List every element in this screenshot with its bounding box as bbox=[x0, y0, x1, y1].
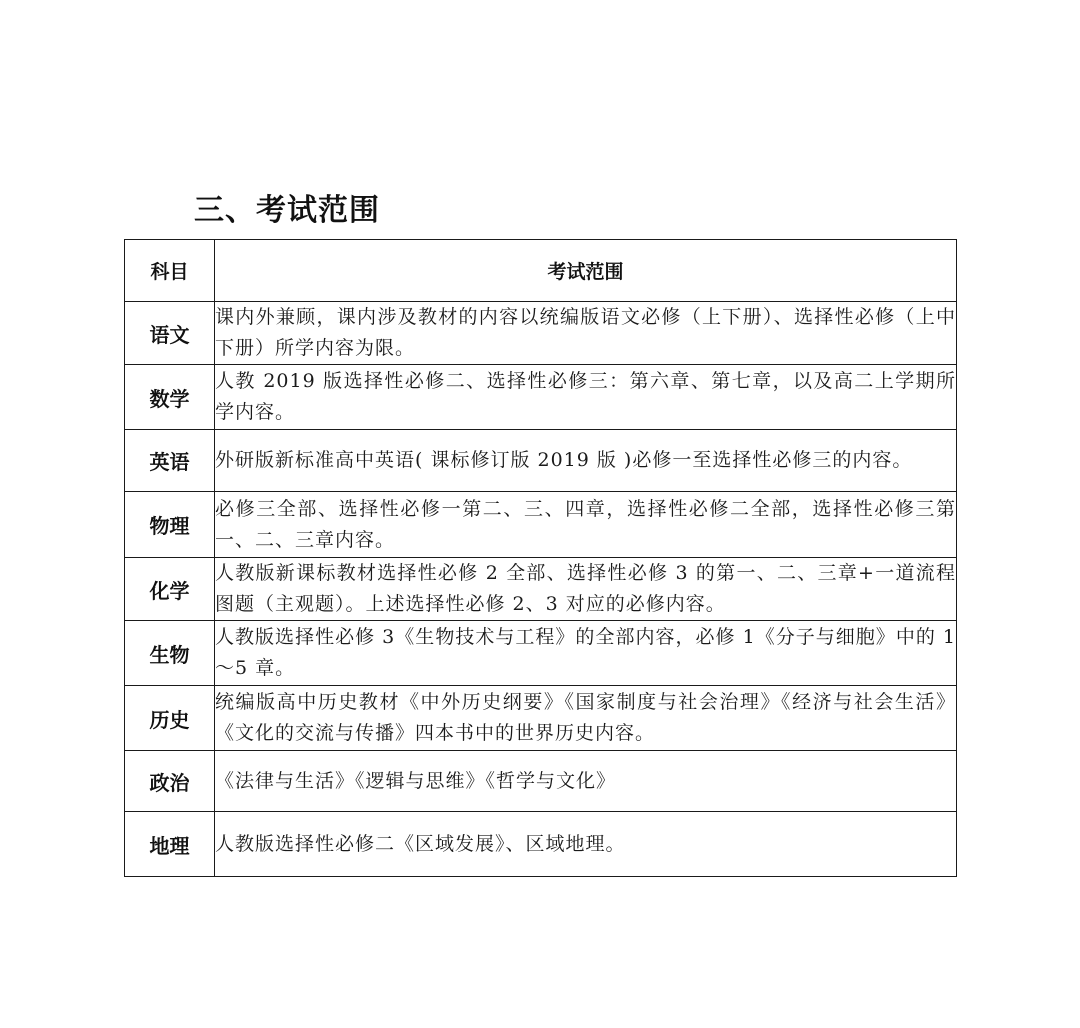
scope-cell: 课内外兼顾，课内涉及教材的内容以统编版语文必修（上下册）、选择性必修（上中下册）所学内容为限。 bbox=[215, 302, 957, 365]
table-row bbox=[125, 558, 957, 621]
section-title: 三、考试范围 bbox=[194, 193, 380, 228]
table-row bbox=[125, 751, 957, 812]
table-row bbox=[125, 812, 957, 877]
subject-cell: 地理 bbox=[125, 812, 215, 877]
table-row bbox=[125, 492, 957, 558]
header-subject: 科目 bbox=[125, 240, 215, 302]
subject-cell: 政治 bbox=[125, 751, 215, 812]
table-row bbox=[125, 686, 957, 751]
scope-cell: 人教 2019 版选择性必修二、选择性必修三：第六章、第七章，以及高二上学期所学内容。 bbox=[215, 365, 957, 430]
subject-cell: 物理 bbox=[125, 492, 215, 558]
subject-cell: 数学 bbox=[125, 365, 215, 430]
subject-cell: 生物 bbox=[125, 621, 215, 686]
exam-scope-table bbox=[124, 239, 957, 877]
table-row bbox=[125, 365, 957, 430]
scope-cell: 人教版选择性必修二《区域发展》、区域地理。 bbox=[215, 812, 957, 877]
table-row bbox=[125, 430, 957, 492]
scope-cell: 外研版新标准高中英语( 课标修订版 2019 版 )必修一至选择性必修三的内容。 bbox=[215, 430, 957, 492]
scope-cell: 人教版选择性必修 3《生物技术与工程》的全部内容，必修 1《分子与细胞》中的 1～5 章。 bbox=[215, 621, 957, 686]
scope-cell: 《法律与生活》《逻辑与思维》《哲学与文化》 bbox=[215, 751, 957, 812]
table-row bbox=[125, 621, 957, 686]
scope-cell: 人教版新课标教材选择性必修 2 全部、选择性必修 3 的第一、二、三章+一道流程图题（主观题）。上述选择性必修 2、3 对应的必修内容。 bbox=[215, 558, 957, 621]
subject-cell: 语文 bbox=[125, 302, 215, 365]
subject-cell: 英语 bbox=[125, 430, 215, 492]
table-header-row bbox=[125, 240, 957, 302]
header-scope: 考试范围 bbox=[215, 240, 957, 302]
subject-cell: 历史 bbox=[125, 686, 215, 751]
scope-cell: 统编版高中历史教材《中外历史纲要》《国家制度与社会治理》《经济与社会生活》《文化的交流与传播》四本书中的世界历史内容。 bbox=[215, 686, 957, 751]
scope-cell: 必修三全部、选择性必修一第二、三、四章，选择性必修二全部，选择性必修三第一、二、三章内容。 bbox=[215, 492, 957, 558]
table-row bbox=[125, 302, 957, 365]
subject-cell: 化学 bbox=[125, 558, 215, 621]
